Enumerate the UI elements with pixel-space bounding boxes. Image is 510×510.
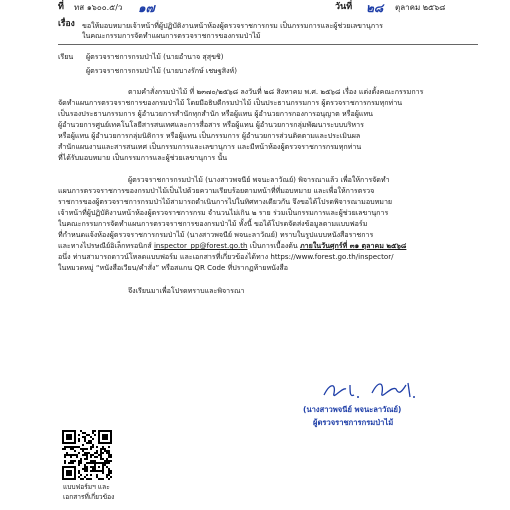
deadline: ภายในวันศุกร์ที่ ๓๑ ตุลาคม ๒๕๖๘ <box>300 241 407 250</box>
subject-line: ในคณะกรรมการจัดทำแผนการตรวจราชการของกรมป่าไม้ <box>82 31 261 40</box>
date-label: วันที่ <box>335 2 353 12</box>
paragraph-line: ที่กำหนดแจ้งห้องผู้ตรวจราชการกรมป่าไม้ (นางสาวพจนีย์ พจนะลาวัณย์) ทราบในรูปแบบหนังสือราชการ <box>58 230 374 239</box>
email-prefix: และทางไปรษณีย์อิเล็กทรอนิกส์ <box>58 241 154 250</box>
paragraph-line: ที่ได้รับมอบหมาย เป็นกรรมการและผู้ช่วยเลขานุการ นั้น <box>58 153 228 162</box>
paragraph-line: จัดทำแผนการตรวจราชการของกรมป่าไม้ โดยมีอธิบดีกรมป่าไม้ เป็นประธานกรรมการ ผู้ตรวจราชการกรมทุกท่าน <box>58 98 403 107</box>
header-divider <box>58 44 478 45</box>
paragraph-line: ผู้อำนวยการศูนย์เทคโนโลยีสารสนเทศและการสื่อสาร หรือผู้แทน ผู้อำนวยการกลุ่มพัฒนาระบบบริหาร <box>58 120 364 129</box>
paragraph-line: ผู้ตรวจราชการกรมป่าไม้ (นางสาวพจนีย์ พจนะลาวัณย์) พิจารณาแล้ว เพื่อให้การจัดทำ <box>128 175 390 184</box>
doc-number-handwritten: ๑๗ <box>138 1 155 15</box>
recipient-line: ผู้ตรวจราชการกรมป่าไม้ (นายอำนาจ สุสุขชิ) <box>86 52 224 61</box>
signatory-name: (นางสาวพจนีย์ พจนะลาวัณย์) <box>303 405 402 414</box>
paragraph-line: หรือผู้แทน ผู้อำนวยการกลุ่มนิติการ หรือผู้แทน เป็นกรรมการ ผู้อำนวยการส่วนติดตามและประเมินผล <box>58 131 361 140</box>
qr-code-icon[interactable] <box>62 430 112 480</box>
paragraph-line: ในคณะกรรมการจัดทำแผนการตรวจราชการของกรมป่าไม้ ทั้งนี้ ขอได้โปรดจัดส่งข้อมูลตามแบบฟอร์ม <box>58 219 368 228</box>
subject-label: เรื่อง <box>58 19 75 29</box>
handwritten-signature <box>320 375 430 405</box>
paragraph-line: สำนักแผนงานและสารสนเทศ เป็นกรรมการและเลขานุการ และมีหน้าห้องผู้ตรวจราชการกรมทุกท่าน <box>58 142 362 151</box>
qr-caption-line: เอกสารที่เกี่ยวข้อง <box>63 493 115 501</box>
recipient-line: ผู้ตรวจราชการกรมป่าไม้ (นายบางรักษ์ เชษฐสิงห์) <box>86 66 237 75</box>
qr-caption-line: แบบฟอร์มฯ และ <box>63 483 110 491</box>
paragraph-line-email <box>58 241 406 250</box>
paragraph-line: ตามคำสั่งกรมป่าไม้ ที่ ๒๓๗๐/๒๕๖๘ ลงวันที่ ๒๘ สิงหาคม พ.ศ. ๒๕๖๘ เรื่อง แต่งตั้งคณะกรรมการ <box>128 87 424 96</box>
date-month-year: ตุลาคม ๒๕๖๘ <box>395 3 446 12</box>
email-mid: เป็นการเบื้องต้น <box>247 241 300 250</box>
paragraph-line: เป็นรองประธานกรรมการ ผู้อำนวยการสำนักทุกสำนัก หรือผู้แทน ผู้อำนวยการกองการอนุญาต หรือผู้แทน <box>58 109 373 118</box>
paragraph-line: อนึ่ง ท่านสามารถดาวน์โหลดแบบฟอร์ม และเอกสารที่เกี่ยวข้องได้ทาง https://www.forest.go.th/inspector/ <box>58 252 394 261</box>
doc-number: ทส ๑๖๐๐.๕/ว <box>74 3 123 12</box>
paragraph-line: ราชการของผู้ตรวจราชการกรมป่าไม้สามารถดำเนินการไปในทิศทางเดียวกัน จึงขอได้โปรดพิจารณามอบหมาย <box>58 197 393 206</box>
closing-line: จึงเรียนมาเพื่อโปรดทราบและพิจารณา <box>128 286 245 295</box>
subject-line: ขอให้มอบหมายเจ้าหน้าที่ผู้ปฏิบัติงานหน้าห้องผู้ตรวจราชการกรม เป็นกรรมการและผู้ช่วยเลขานุการ <box>82 21 383 30</box>
to-label: เรียน <box>58 52 74 61</box>
paragraph-line: เจ้าหน้าที่ผู้ปฏิบัติงานหน้าห้องผู้ตรวจราชการกรม จำนวนไม่เกิน ๒ ราย ร่วมเป็นกรรมการและผู้ช่วยเลขานุการ <box>58 208 389 217</box>
signatory-title: ผู้ตรวจราชการกรมป่าไม้ <box>313 418 394 427</box>
doc-number-label: ที่ <box>58 2 64 12</box>
paragraph-line: แผนการตรวจราชการของกรมป่าไม้เป็นไปด้วยความเรียบร้อยตามหน้าที่ที่มอบหมาย และเพื่อให้การตรวจ <box>58 186 375 195</box>
paragraph-line: ในหมวดหมู่ “หนังสือเวียน/คำสั่ง” หรือสแกน QR Code ที่ปรากฏท้ายหนังสือ <box>58 263 289 272</box>
date-day-handwritten: ๒๘ <box>366 1 384 15</box>
email-link[interactable]: inspector_pp@forest.go.th <box>153 241 248 250</box>
